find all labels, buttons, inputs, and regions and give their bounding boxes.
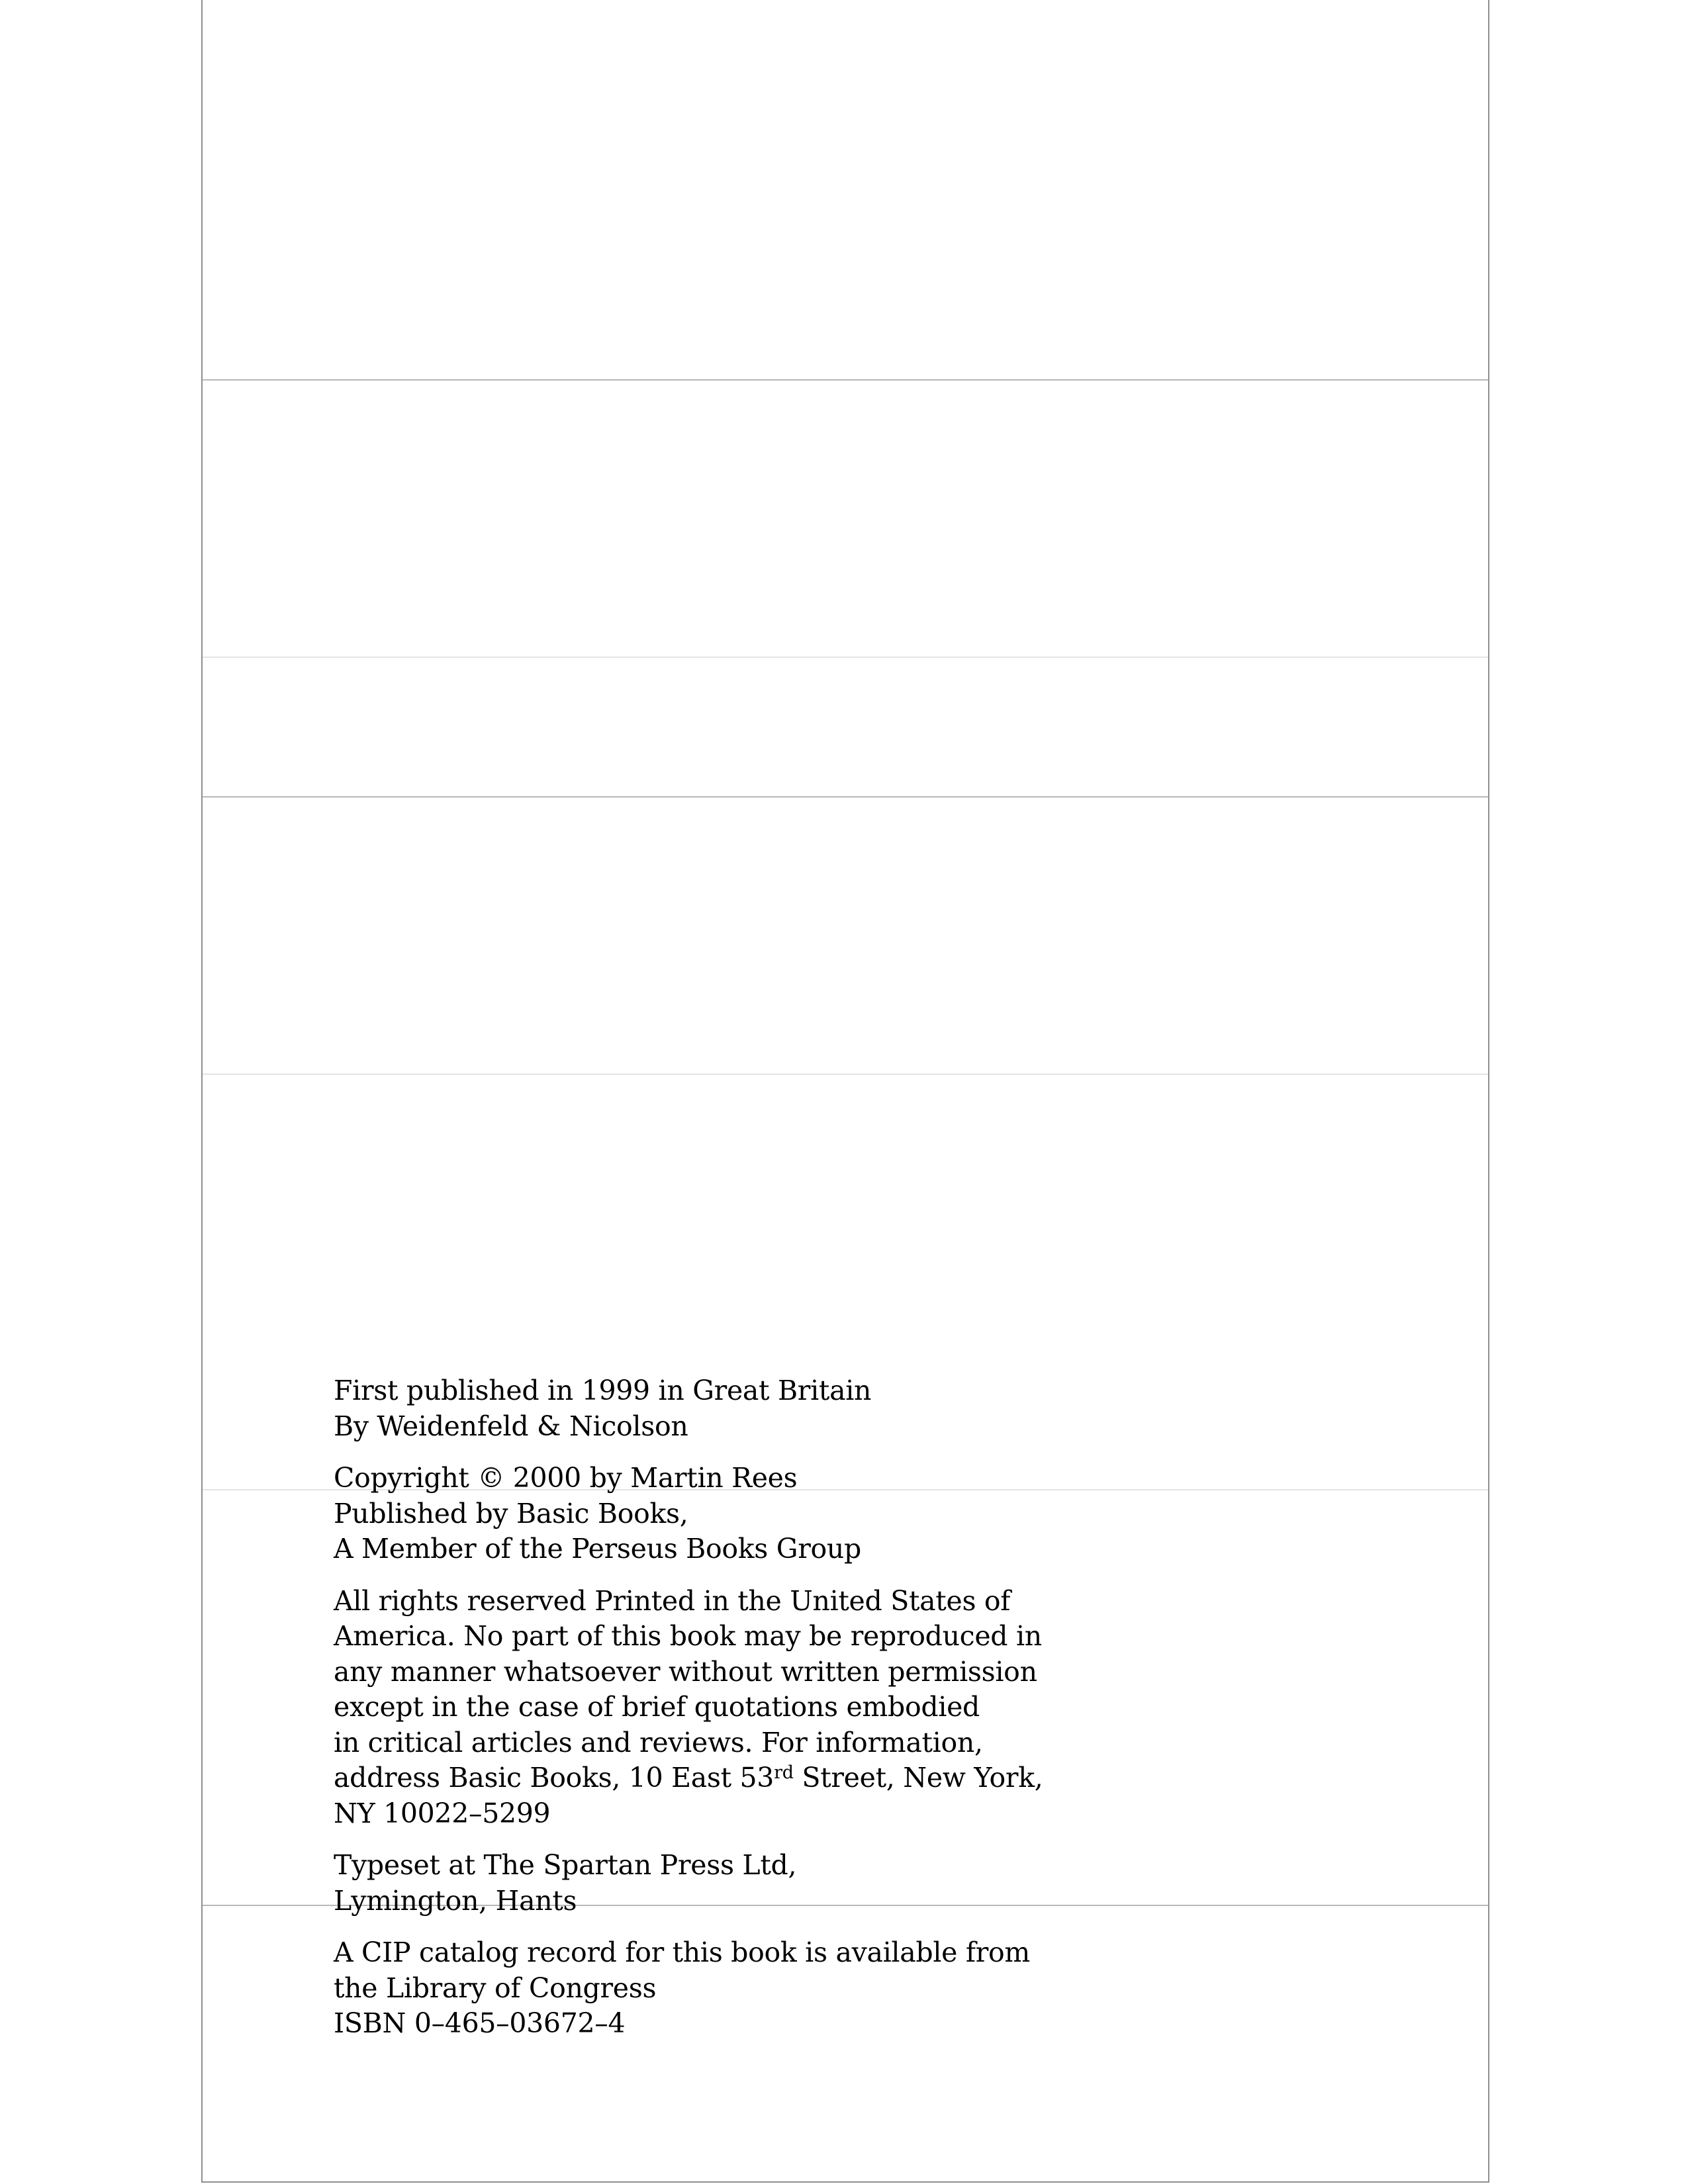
publisher-address-line: [334, 1760, 1062, 1796]
text-line: By Weidenfeld & Nicolson: [334, 1410, 688, 1442]
ordinal-suffix: rd: [774, 1762, 794, 1783]
text-line: Published by Basic Books,: [334, 1497, 688, 1529]
typeset-notice: [334, 1848, 1062, 1919]
text-line: A CIP catalog record for this book is available from: [334, 1936, 1030, 1968]
text-line: Copyright © 2000 by Martin Rees: [334, 1462, 798, 1494]
text-line: First published in 1999 in Great Britain: [334, 1375, 872, 1406]
address-text: Street, New York,: [793, 1762, 1043, 1794]
rights-notice: [334, 1584, 1062, 1832]
text-line: America. No part of this book may be reproduced in: [334, 1620, 1042, 1652]
copyright-page-text: [334, 1373, 1062, 2042]
text-line: All rights reserved Printed in the United States of: [334, 1584, 1011, 1617]
isbn: ISBN 0–465–03672–4: [334, 2007, 626, 2039]
address-text: address Basic Books, 10 East 53: [334, 1762, 774, 1794]
text-line: except in the case of brief quotations embodied: [334, 1691, 980, 1723]
cip-notice: [334, 1935, 1062, 2042]
divider-line: [203, 379, 1488, 381]
text-line: NY 10022–5299: [334, 1797, 551, 1829]
text-line: Lymington, Hants: [334, 1884, 577, 1917]
text-line: the Library of Congress: [334, 1972, 657, 2004]
divider-line: [203, 657, 1488, 658]
first-edition-notice: [334, 1373, 1062, 1444]
text-line: in critical articles and reviews. For information,: [334, 1726, 983, 1758]
text-line: A Member of the Perseus Books Group: [334, 1533, 861, 1565]
divider-line: [203, 796, 1488, 797]
copyright-notice: [334, 1461, 1062, 1567]
text-line: Typeset at The Spartan Press Ltd,: [334, 1849, 797, 1881]
text-line: any manner whatsoever without written permission: [334, 1655, 1037, 1688]
divider-line: [203, 1073, 1488, 1075]
